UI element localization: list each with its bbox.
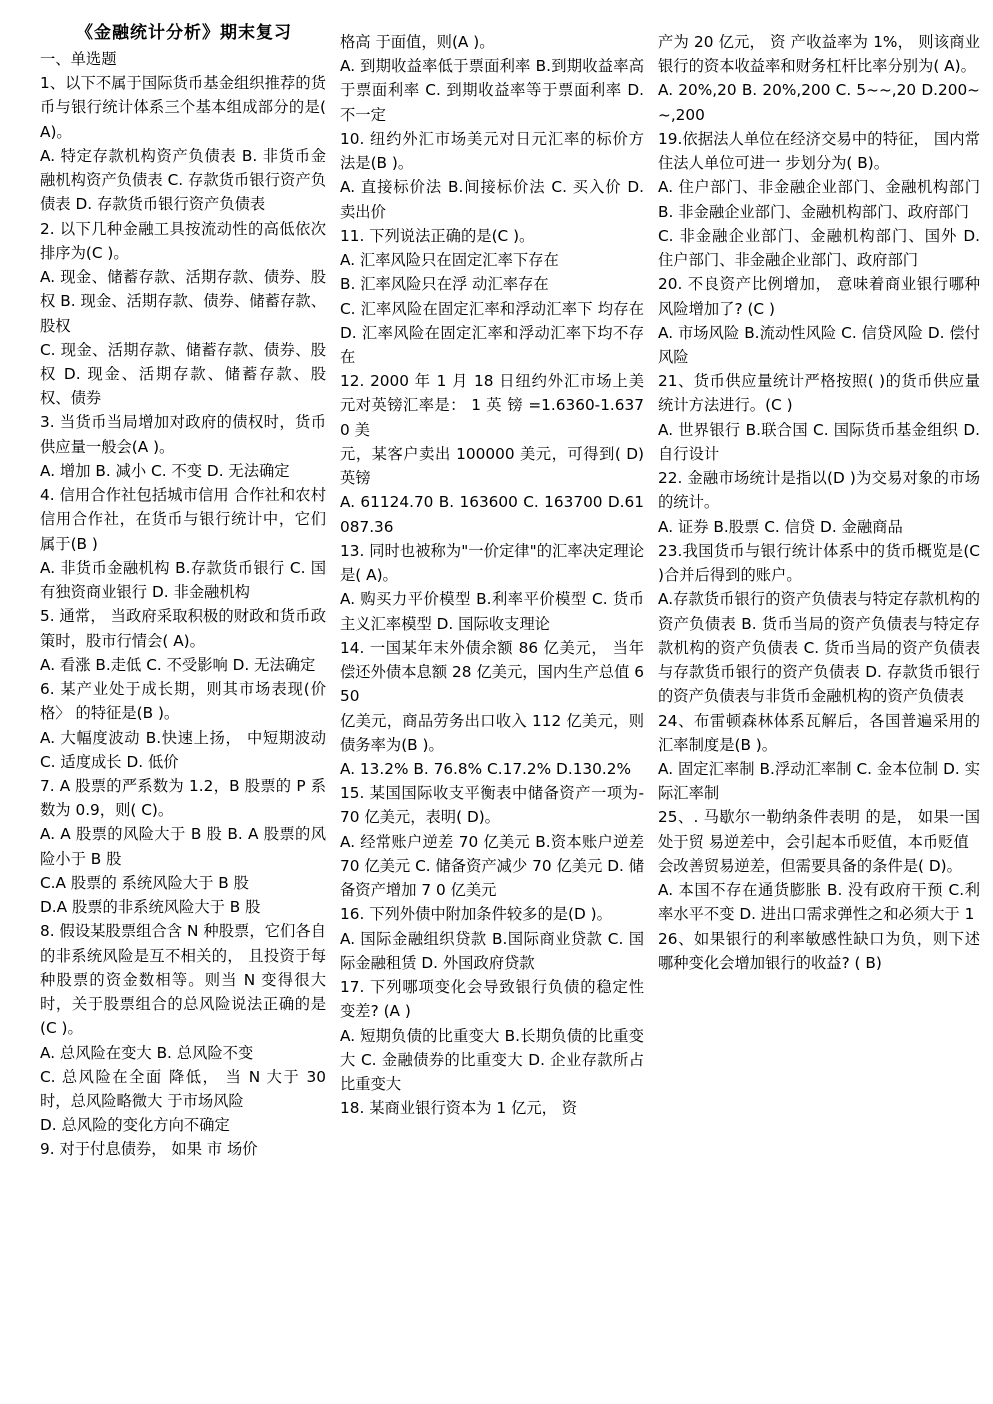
- question-block: 21、货币供应量统计严格按照( )的货币供应量统计方法进行。(C ): [658, 372, 980, 415]
- question-block: 10. 纽约外汇市场美元对日元汇率的标价方法是(B )。: [340, 129, 644, 173]
- question-block: A. 住户部门、非金融企业部门、金融机构部门 B. 非金融企业部门、金融机构部门、政府部门: [658, 178, 980, 221]
- question-block: C. 汇率风险在固定汇率和浮动汇率下 均存在 D. 汇率风险在固定汇率和浮动汇率下均不存在: [340, 299, 644, 366]
- question-block: A. 20%,20 B. 20%,200 C. 5~~,20 D.200~~,200: [658, 81, 980, 124]
- question-block: 会改善贸易逆差，但需要具备的条件是( D)。: [658, 856, 962, 875]
- question-block: A. 直接标价法 B.间接标价法 C. 买入价 D. 卖出价: [340, 178, 644, 221]
- question-block: 20. 不良资产比例增加， 意味着商业银行哪种风险增加了? (C ): [658, 275, 980, 318]
- question-block: C. 总风险在全面 降低， 当 N 大于 30 时，总风险略微大 于市场风险: [40, 1067, 326, 1111]
- question-block: 22. 金融市场统计是指以(D )为交易对象的市场的统计。: [658, 469, 980, 512]
- question-block: A. 非货币金融机构 B.存款货币银行 C. 国有独资商业银行 D. 非金融机构: [40, 558, 326, 602]
- question-block: A. 世界银行 B.联合国 C. 国际货币基金组织 D.自行设计: [658, 420, 980, 463]
- question-block: A. 证券 B.股票 C. 信贷 D. 金融商品: [658, 517, 903, 536]
- question-block: 5. 通常， 当政府采取积极的财政和货币政策时，股市行情会( A)。: [40, 607, 326, 650]
- question-block: D.A 股票的非系统风险大于 B 股: [40, 898, 261, 917]
- question-block: 11. 下列说法正确的是(C )。: [340, 226, 535, 245]
- column-middle: [340, 30, 658, 1121]
- question-block: A. 短期负债的比重变大 B.长期负债的比重变大 C. 金融债券的比重变大 D. 企业存款所占比重变大: [340, 1026, 644, 1094]
- question-block: C. 现金、活期存款、储蓄存款、债券、股权 D. 现金、活期存款、储蓄存款、股权、债券: [40, 340, 326, 408]
- question-block: A. 本国不存在通货膨胀 B. 没有政府干预 C.利率水平不变 D. 进出口需求弹性之和必须大于 1: [658, 881, 980, 924]
- question-block: 7. A 股票的严系数为 1.2，B 股票的 P 系数为 0.9，则( C)。: [40, 776, 326, 820]
- question-block: 23.我国货币与银行统计体系中的货币概览是(C )合并后得到的账户。: [658, 541, 980, 585]
- question-block: 18. 某商业银行资本为 1 亿元， 资: [340, 1099, 578, 1118]
- question-block: B. 汇率风险只在浮 动汇率存在: [340, 275, 549, 294]
- question-block: 格高 于面值，则(A )。: [340, 32, 495, 51]
- section-heading: 一、单选题: [40, 49, 117, 68]
- question-block: A. 增加 B. 减小 C. 不变 D. 无法确定: [40, 461, 290, 480]
- question-block: A. 特定存款机构资产负债表 B. 非货币金融机构资产负债表 C. 存款货币银行资产负债表 D. 存款货币银行资产负债表: [40, 146, 326, 214]
- question-block: 24、布雷顿森林体系瓦解后，各国普遍采用的汇率制度是(B )。: [658, 711, 980, 754]
- question-block: A. 61124.70 B. 163600 C. 163700 D.61087.36: [340, 493, 644, 536]
- question-block: A. 市场风险 B.流动性风险 C. 信贷风险 D. 偿付风险: [658, 323, 980, 366]
- question-block: 16. 下列外债中附加条件较多的是(D )。: [340, 905, 612, 924]
- question-block: 2. 以下几种金融工具按流动性的高低依次排序为(C )。: [40, 219, 326, 262]
- question-block: 26、如果银行的利率敏感性缺口为负，则下述哪种变化会增加银行的收益? ( B): [658, 929, 980, 972]
- question-block: A. 汇率风险只在固定汇率下存在: [340, 251, 559, 270]
- question-block: 25、. 马歇尔一勒纳条件表明 的是， 如果一国处于贸 易逆差中，会引起本币贬值，本币贬值: [658, 808, 980, 851]
- question-block: 17. 下列哪项变化会导致银行负债的稳定性变差? (A ): [340, 978, 644, 1021]
- question-block: A. A 股票的风险大于 B 股 B. A 股票的风险小于 B 股: [40, 825, 326, 868]
- question-block: C. 非金融企业部门、金融机构部门、国外 D. 住户部门、非金融企业部门、政府部门: [658, 226, 980, 270]
- question-block: 12. 2000 年 1 月 18 日纽约外汇市场上美元对英镑汇率是： 1 英 镑 =1.6360-1.6370 美: [340, 372, 644, 439]
- question-block: 15. 某国国际收支平衡表中储备资产一项为-70 亿美元，表明( D)。: [340, 784, 644, 827]
- question-block: 1、以下不属于国际货币基金组织推荐的货币与银行统计体系三个基本组成部分的是( A)。: [40, 74, 326, 141]
- question-block: 13. 同时也被称为"一价定律"的汇率决定理论是( A)。: [340, 541, 644, 585]
- question-block: C.A 股票的 系统风险大于 B 股: [40, 873, 249, 892]
- column-right: [658, 30, 980, 975]
- question-block: 4. 信用合作社包括城市信用 合作社和农村信用合作社，在货币与银行统计中，它们属于(B ): [40, 486, 326, 553]
- question-block: 9. 对于付息债券， 如果 市 场价: [40, 1140, 258, 1159]
- question-block: 19.依据法人单位在经济交易中的特征， 国内常住法人单位可进一 步划分为( B)。: [658, 129, 980, 173]
- question-block: 8. 假设某股票组合含 N 种股票，它们各自的非系统风险是互不相关的， 且投资于每种股票的资金数相等。则当 N 变得很大时，关于股票组合的总风险说法正确的是(C )。: [40, 922, 326, 1038]
- question-block: A. 现金、储蓄存款、活期存款、债券、股权 B. 现金、活期存款、债券、储蓄存款、股权: [40, 268, 326, 335]
- question-block: A. 看涨 B.走低 C. 不受影响 D. 无法确定: [40, 655, 316, 674]
- column-left: [40, 47, 340, 1162]
- question-block: A. 大幅度波动 B.快速上扬， 中短期波动 C. 适度成长 D. 低价: [40, 728, 326, 771]
- page-title: 《金融统计分析》期末复习: [76, 23, 292, 43]
- question-block: A. 购买力平价模型 B.利率平价模型 C. 货币主义汇率模型 D. 国际收支理论: [340, 590, 644, 633]
- question-block: 元，某客户卖出 100000 美元，可得到( D)英镑: [340, 444, 644, 488]
- question-block: A. 13.2% B. 76.8% C.17.2% D.130.2%: [340, 759, 632, 778]
- question-block: 6. 某产业处于成长期，则其市场表现(价格〉 的特征是(B )。: [40, 680, 326, 723]
- question-block: A. 经常账户逆差 70 亿美元 B.资本账户逆差 70 亿美元 C. 储备资产减少 70 亿美元 D. 储备资产增加 7 0 亿美元: [340, 832, 645, 900]
- question-block: 3. 当货币当局增加对政府的债权时，货币供应量一般会(A )。: [40, 413, 326, 456]
- question-block: A. 固定汇率制 B.浮动汇率制 C. 金本位制 D. 实际汇率制: [658, 759, 980, 803]
- question-block: A. 到期收益率低于票面利率 B.到期收益率高于票面利率 C. 到期收益率等于票面利率 D. 不一定: [340, 57, 644, 124]
- question-block: 14. 一国某年末外债余额 86 亿美元， 当年偿还外债本息额 28 亿美元，国内生产总值 650: [340, 638, 644, 706]
- question-block: 亿美元，商品劳务出口收入 112 亿美元，则债务率为(B )。: [340, 711, 644, 754]
- question-block: 产为 20 亿元， 资 产收益率为 1%， 则该商业银行的资本收益率和财务杠杆比率分别为( A)。: [658, 32, 980, 76]
- question-block: A. 总风险在变大 B. 总风险不变: [40, 1043, 254, 1062]
- question-block: D. 总风险的变化方向不确定: [40, 1116, 230, 1135]
- question-block: A.存款货币银行的资产负债表与特定存款机构的资产负债表 B. 货币当局的资产负债表与特定存款机构的资产负债表 C. 货币当局的资产负债表与存款货币银行的资产负债表 D. 存款货币银行的资产负债表与非货币金融机构的资产负债表: [658, 590, 980, 706]
- question-block: A. 国际金融组织贷款 B.国际商业贷款 C. 国际金融租赁 D. 外国政府贷款: [340, 929, 644, 972]
